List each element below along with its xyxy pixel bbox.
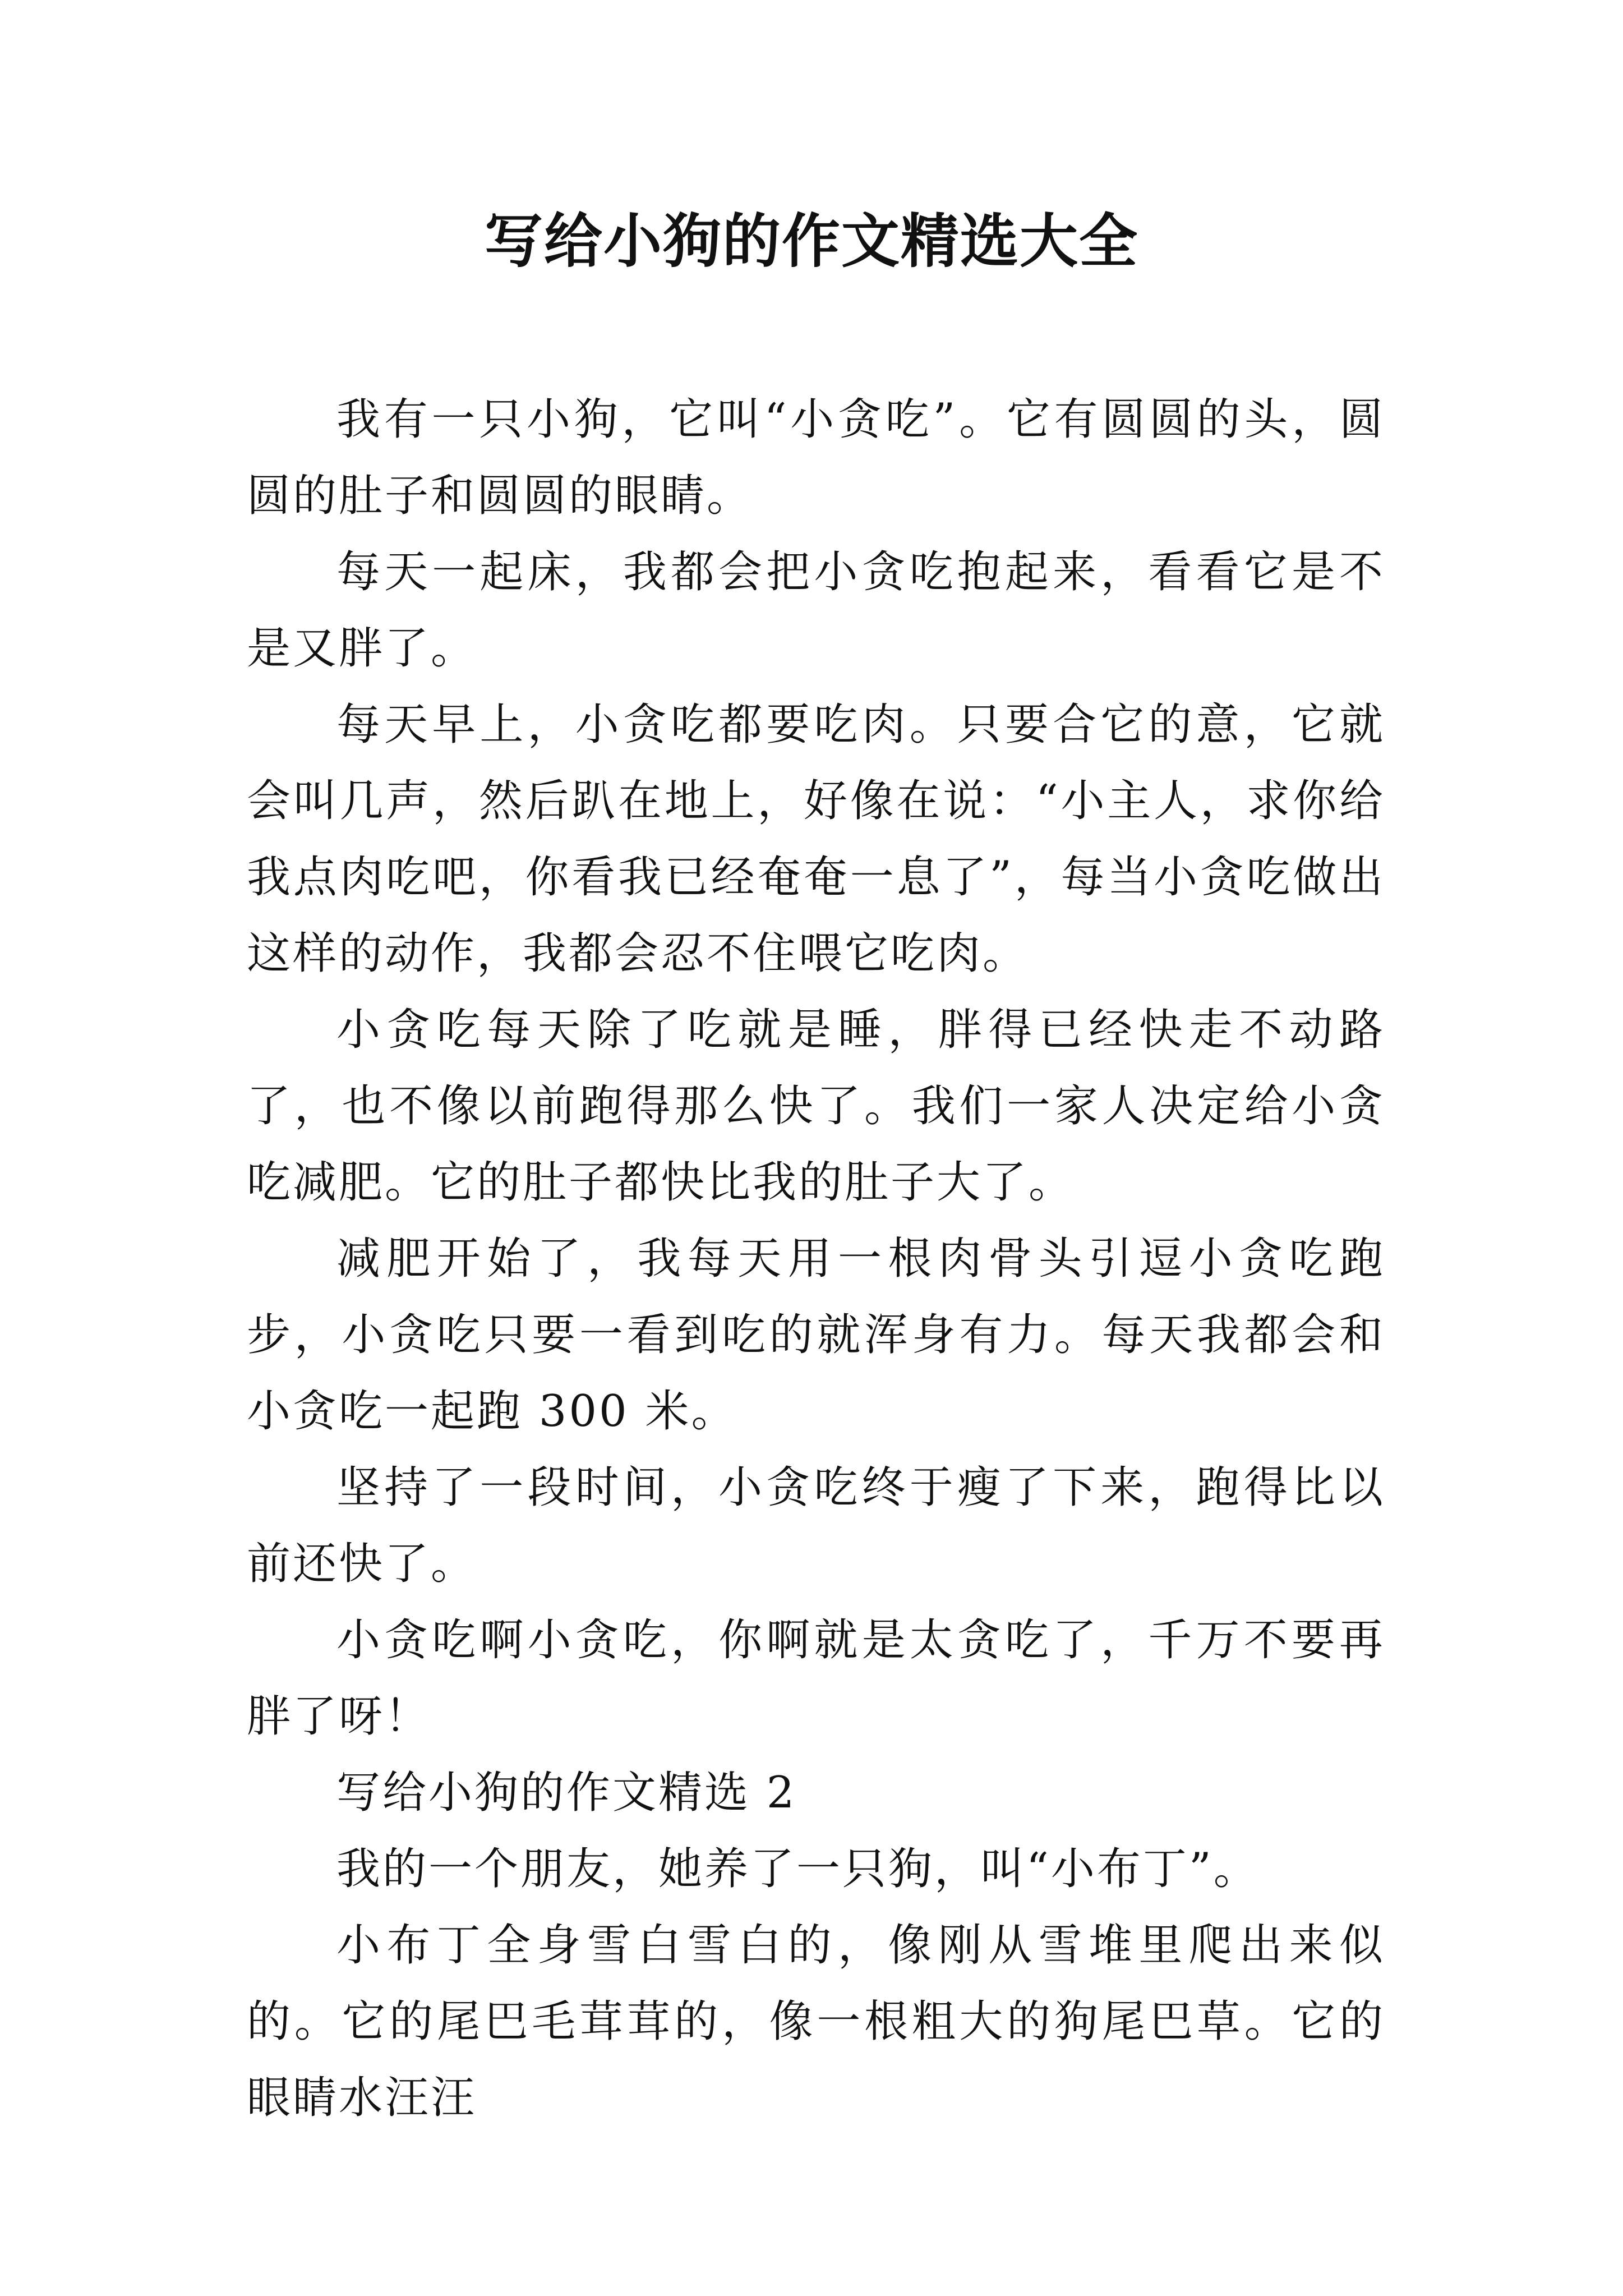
paragraph: 每天早上，小贪吃都要吃肉。只要合它的意，它就会叫几声，然后趴在地上，好像在说：“小主人，求你给我点肉吃吧，你看我已经奄奄一息了”，每当小贪吃做出这样的动作，我都会忍不住喂它吃肉。 [247, 700, 1385, 979]
paragraph: 坚持了一段时间，小贪吃终于瘦了下来，跑得比以前还快了。 [247, 1462, 1385, 1589]
paragraph: 我有一只小狗，它叫“小贪吃”。它有圆圆的头，圆圆的肚子和圆圆的眼睛。 [247, 394, 1385, 521]
paragraph: 我的一个朋友，她养了一只狗，叫“小布丁”。 [336, 1844, 1260, 1894]
paragraph: 减肥开始了，我每天用一根肉骨头引逗小贪吃跑步，小贪吃只要一看到吃的就浑身有力。每天我都会和小贪吃一起跑 300 米。 [247, 1234, 1385, 1437]
document-body [247, 381, 1385, 2136]
paragraph: 每天一起床，我都会把小贪吃抱起来，看看它是不是又胖了。 [247, 547, 1385, 674]
section-heading: 写给小狗的作文精选 2 [336, 1768, 797, 1818]
paragraph: 小贪吃啊小贪吃，你啊就是太贪吃了，千万不要再胖了呀！ [247, 1615, 1385, 1742]
paragraph: 小贪吃每天除了吃就是睡，胖得已经快走不动路了，也不像以前跑得那么快了。我们一家人决定给小贪吃减肥。它的肚子都快比我的肚子大了。 [247, 1005, 1385, 1208]
document-title: 写给小狗的作文精选大全 [484, 206, 1138, 275]
paragraph: 小布丁全身雪白雪白的，像刚从雪堆里爬出来似的。它的尾巴毛茸茸的，像一根粗大的狗尾巴草。它的眼睛水汪汪 [247, 1920, 1385, 2123]
